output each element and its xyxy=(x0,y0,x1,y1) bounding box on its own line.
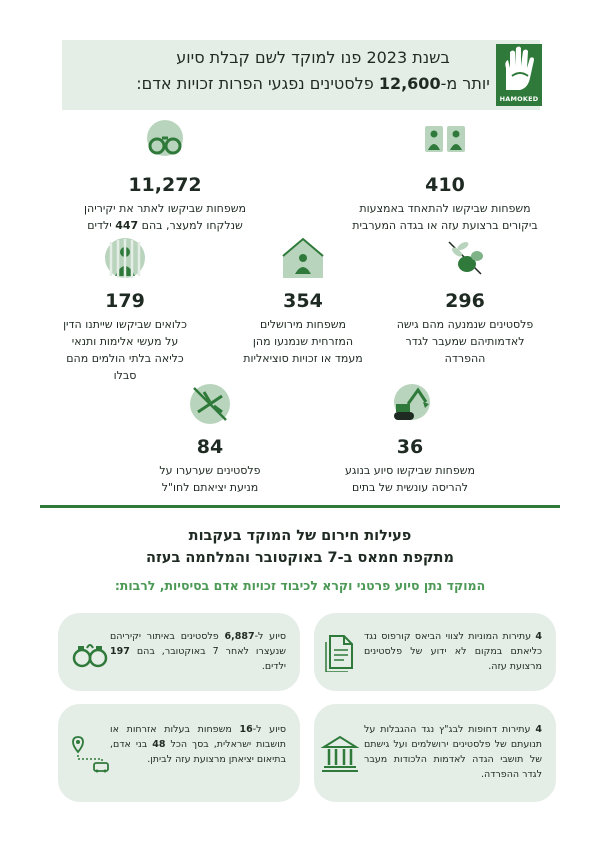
stat-number: 354 xyxy=(283,290,323,312)
card-text: 4 עתירות דחופות לבג"ץ נגד ההגבלות על תנועתם של פלסטינים ירושלמים ועל גישתם של תושבי הגדה לאדמות הלכודות מעבר לגדר ההפרדה. xyxy=(364,724,542,780)
stat-description: כלואים שביקשו שייתנו הדין על מעשי אלימות ותנאי כליאה בלתי הולמים מהם סבלו xyxy=(63,318,187,382)
stat-punitive-demolitions xyxy=(310,382,510,496)
section-title-line-2: מתקפת חמאס ב-7 באוקטובר והמלחמה בעזה xyxy=(146,550,454,566)
section-divider xyxy=(40,505,560,508)
card-text: סיוע ל-6,887 פלסטינים באיתור יקיריהם שנעצרו לאחר 7 באוקטובר, בהם 197 ילדים. xyxy=(110,631,286,672)
section-title-line-1: פעילות חירום של המוקד בעקבות xyxy=(188,528,412,544)
card-family-exit-coordination xyxy=(58,704,300,802)
stat-description: משפחות שביקשו לאתר את יקיריהן שנלקחו למעצר, בהם 447 ילדים xyxy=(84,202,246,232)
olive-branch-icon xyxy=(443,236,487,280)
section-subtitle: המוקד נתן סיוע פרטני וקרא לכיבוד זכויות אדם בסיסיות, לרבות: xyxy=(114,578,486,593)
stat-number: 179 xyxy=(105,290,145,312)
stat-number: 11,272 xyxy=(128,174,202,196)
excavator-icon xyxy=(388,382,432,426)
home-resident-icon xyxy=(281,236,325,280)
logo-text: HAMOKED xyxy=(499,95,539,103)
stat-description: משפחות מירושלים המזרחית שנמנעו מהן מעמד או זכויות סוציאליות xyxy=(243,318,363,365)
stat-land-access xyxy=(380,236,550,367)
family-visit-icon xyxy=(423,120,467,164)
stat-description: משפחות שביקשו להתאחד באמצעות ביקורים ברצועת עזה או בגדה המערבית xyxy=(352,202,538,232)
card-detainee-tracing xyxy=(58,613,300,691)
stat-description: פלסטינים שערערו על מניעת יציאתם לחו"ל xyxy=(159,464,261,494)
stat-description: משפחות שביקשו סיוע בנוגע להריסה עונשית של בתים xyxy=(345,464,475,494)
stat-number: 36 xyxy=(396,436,424,458)
stat-detainee-tracing xyxy=(40,120,290,234)
prison-bars-icon xyxy=(103,236,147,280)
stat-family-visits xyxy=(330,120,560,234)
header-line-2: יותר מ-12,600 פלסטינים נפגעי הפרות זכויות אדם: xyxy=(136,74,490,93)
stat-number: 410 xyxy=(425,174,465,196)
card-habeas-petitions xyxy=(314,613,556,691)
stat-number: 296 xyxy=(445,290,485,312)
handcuffs-icon xyxy=(70,632,110,672)
header-line-1: בשנת 2023 פנו למוקד לשם קבלת סיוע xyxy=(176,48,450,67)
card-movement-petitions xyxy=(314,704,556,802)
stat-east-jerusalem-status xyxy=(208,236,398,367)
card-text: 4 עתירות המוניות לצווי הביאס קורפוס נגד כליאתם במקום לא ידוע של פלסטינים מרצועת עזה. xyxy=(364,631,542,672)
card-text: סיוע ל-16 משפחות בעלות אזרחות או תושבות ישראלית, בסך הכל 48 בני אדם, בתיאום יציאתן מרצועת עזה לביתן. xyxy=(110,724,286,765)
stat-number: 84 xyxy=(196,436,224,458)
stat-prisoner-accountability xyxy=(40,236,210,384)
stat-description: פלסטינים שנמנעה מהם גישה לאדמותיהם שמעבר לגדר ההפרדה xyxy=(396,318,534,365)
document-icon xyxy=(320,632,360,672)
no-flight-icon xyxy=(188,382,232,426)
handcuffs-icon xyxy=(143,120,187,164)
stat-travel-ban xyxy=(110,382,310,496)
court-building-icon xyxy=(320,733,360,773)
route-bus-icon xyxy=(70,733,110,773)
